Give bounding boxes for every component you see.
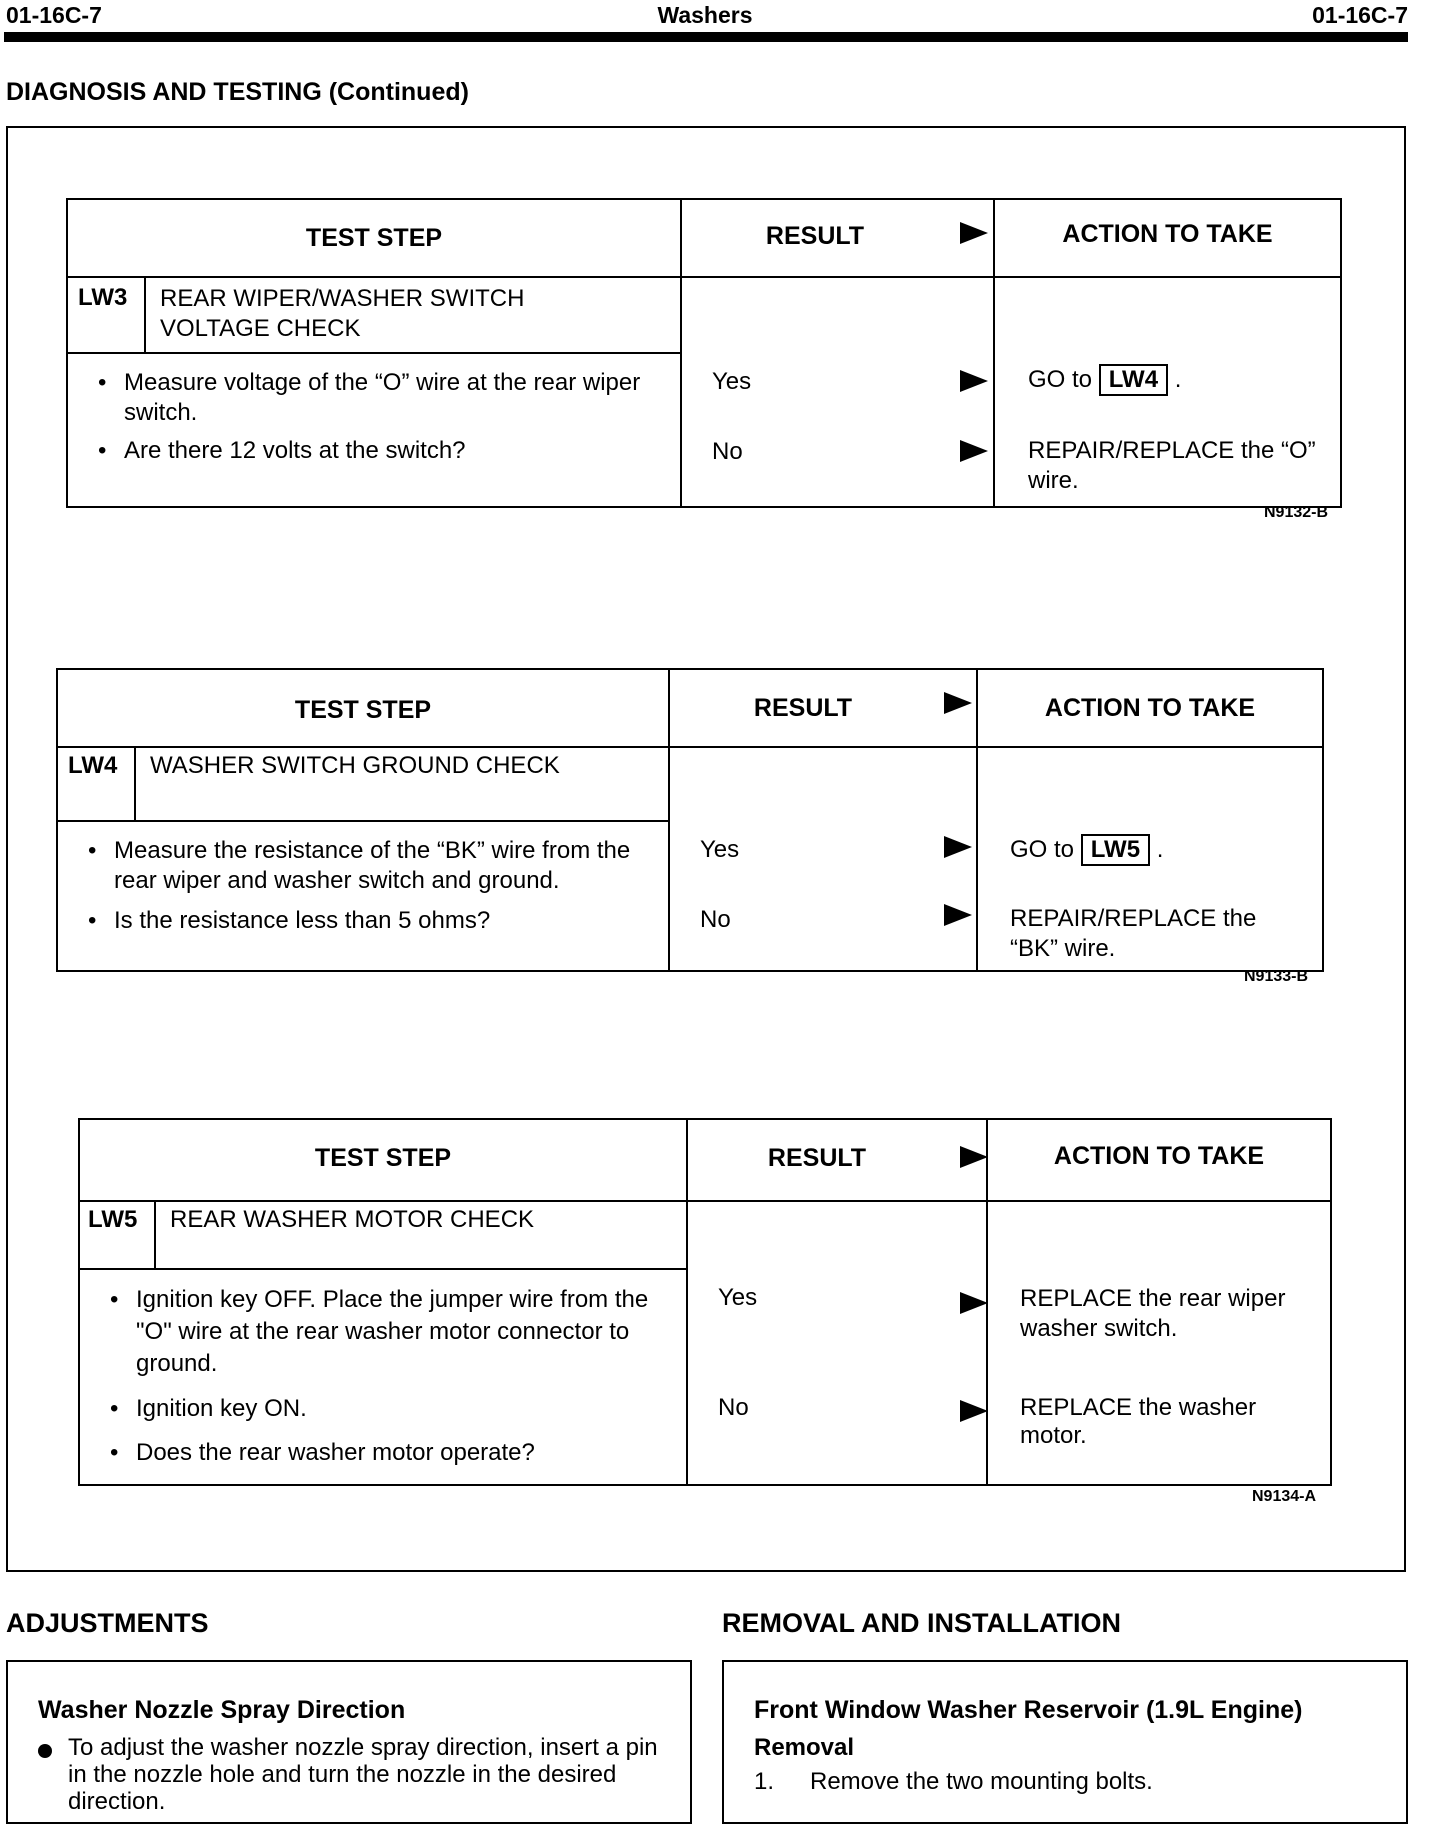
column-header-action: ACTION TO TAKE xyxy=(1053,1142,1265,1170)
action-goto xyxy=(1010,834,1163,866)
step-instruction: • Ignition key ON. xyxy=(108,1394,668,1424)
page-number-left: 01-16C-7 xyxy=(6,2,102,28)
action-text: REPLACE the washer motor. xyxy=(1020,1394,1257,1449)
section-title: DIAGNOSIS AND TESTING (Continued) xyxy=(6,78,469,106)
column-header-test-step: TEST STEP xyxy=(305,224,443,252)
result-yes: Yes xyxy=(700,836,740,863)
step-instruction: • Measure voltage of the “O” wire at the rear wiper switch. xyxy=(96,368,656,428)
adjustment-title: Washer Nozzle Spray Direction xyxy=(38,1696,406,1724)
result-arrow-icon xyxy=(944,836,972,858)
result-arrow-icon xyxy=(960,370,988,392)
removal-heading: REMOVAL AND INSTALLATION xyxy=(722,1608,1121,1638)
action-prefix: GO to xyxy=(1028,366,1093,393)
action-prefix: GO to xyxy=(1010,836,1075,863)
step-instructions xyxy=(96,368,656,466)
page-number-right: 01-16C-7 xyxy=(1312,2,1408,28)
step-instruction: • Does the rear washer motor operate? xyxy=(108,1438,668,1468)
step-code: LW4 xyxy=(68,752,118,779)
removal-step-text: Remove the two mounting bolts. xyxy=(810,1768,1153,1795)
figure-id: N9134-A xyxy=(1252,1488,1317,1505)
action-suffix: . xyxy=(1174,366,1182,393)
step-instruction: • Ignition key OFF. Place the jumper wire from the "O" wire at the rear washer motor connector to ground. xyxy=(108,1284,668,1380)
action-goto xyxy=(1028,364,1181,396)
result-arrow-icon xyxy=(944,904,972,926)
diagnosis-frame xyxy=(6,126,1406,1572)
test-table-lw5 xyxy=(78,1118,1332,1486)
header-rule xyxy=(4,32,1408,42)
result-no: No xyxy=(718,1394,749,1421)
step-reference-link[interactable]: LW5 xyxy=(1081,834,1150,866)
result-arrow-icon xyxy=(960,1400,988,1422)
result-yes: Yes xyxy=(718,1284,758,1311)
column-header-result: RESULT xyxy=(753,694,853,722)
adjustment-instruction: To adjust the washer nozzle spray direction, insert a pin in the nozzle hole and turn the nozzle in the desired direction. xyxy=(68,1734,658,1815)
step-title: REAR WASHER MOTOR CHECK xyxy=(170,1206,535,1233)
result-arrow-icon xyxy=(960,1146,988,1168)
step-instruction: • Measure the resistance of the “BK” wire from the rear wiper and washer switch and ground. xyxy=(86,836,648,896)
column-header-test-step: TEST STEP xyxy=(294,696,432,724)
step-instructions xyxy=(108,1284,668,1468)
adjustments-panel xyxy=(6,1660,692,1824)
result-arrow-icon xyxy=(944,692,972,714)
figure-id: N9132-B xyxy=(1264,504,1329,521)
figure-id: N9133-B xyxy=(1244,968,1309,985)
test-table-lw3 xyxy=(66,198,1342,508)
step-code: LW3 xyxy=(78,284,128,311)
page-header-title: Washers xyxy=(657,2,753,28)
bullet-icon xyxy=(38,1744,52,1758)
result-no: No xyxy=(700,906,731,933)
action-text: REPAIR/REPLACE the “O” wire. xyxy=(1028,437,1316,494)
action-text: REPAIR/REPLACE the “BK” wire. xyxy=(1010,905,1257,962)
result-arrow-icon xyxy=(960,222,988,244)
result-arrow-icon xyxy=(960,440,988,462)
step-title: REAR WIPER/WASHER SWITCH VOLTAGE CHECK xyxy=(160,285,525,342)
step-title: WASHER SWITCH GROUND CHECK xyxy=(150,752,560,779)
column-header-result: RESULT xyxy=(765,222,865,250)
step-code: LW5 xyxy=(88,1206,138,1233)
result-yes: Yes xyxy=(712,368,752,395)
adjustments-heading: ADJUSTMENTS xyxy=(6,1608,209,1638)
step-instruction: • Is the resistance less than 5 ohms? xyxy=(86,906,648,936)
column-header-action: ACTION TO TAKE xyxy=(1044,694,1256,722)
action-suffix: . xyxy=(1156,836,1164,863)
removal-panel xyxy=(722,1660,1408,1824)
removal-subtitle: Removal xyxy=(754,1734,855,1761)
removal-step-number: 1. xyxy=(754,1768,775,1795)
step-reference-link[interactable]: LW4 xyxy=(1099,364,1168,396)
step-instructions xyxy=(86,836,648,936)
result-arrow-icon xyxy=(960,1292,988,1314)
result-no: No xyxy=(712,438,743,465)
column-header-test-step: TEST STEP xyxy=(314,1144,452,1172)
test-table-lw4 xyxy=(56,668,1324,972)
column-header-result: RESULT xyxy=(767,1144,867,1172)
removal-title: Front Window Washer Reservoir (1.9L Engine) xyxy=(754,1696,1303,1724)
column-header-action: ACTION TO TAKE xyxy=(1062,220,1273,248)
step-instruction: • Are there 12 volts at the switch? xyxy=(96,436,656,466)
action-text: REPLACE the rear wiper washer switch. xyxy=(1020,1285,1286,1342)
